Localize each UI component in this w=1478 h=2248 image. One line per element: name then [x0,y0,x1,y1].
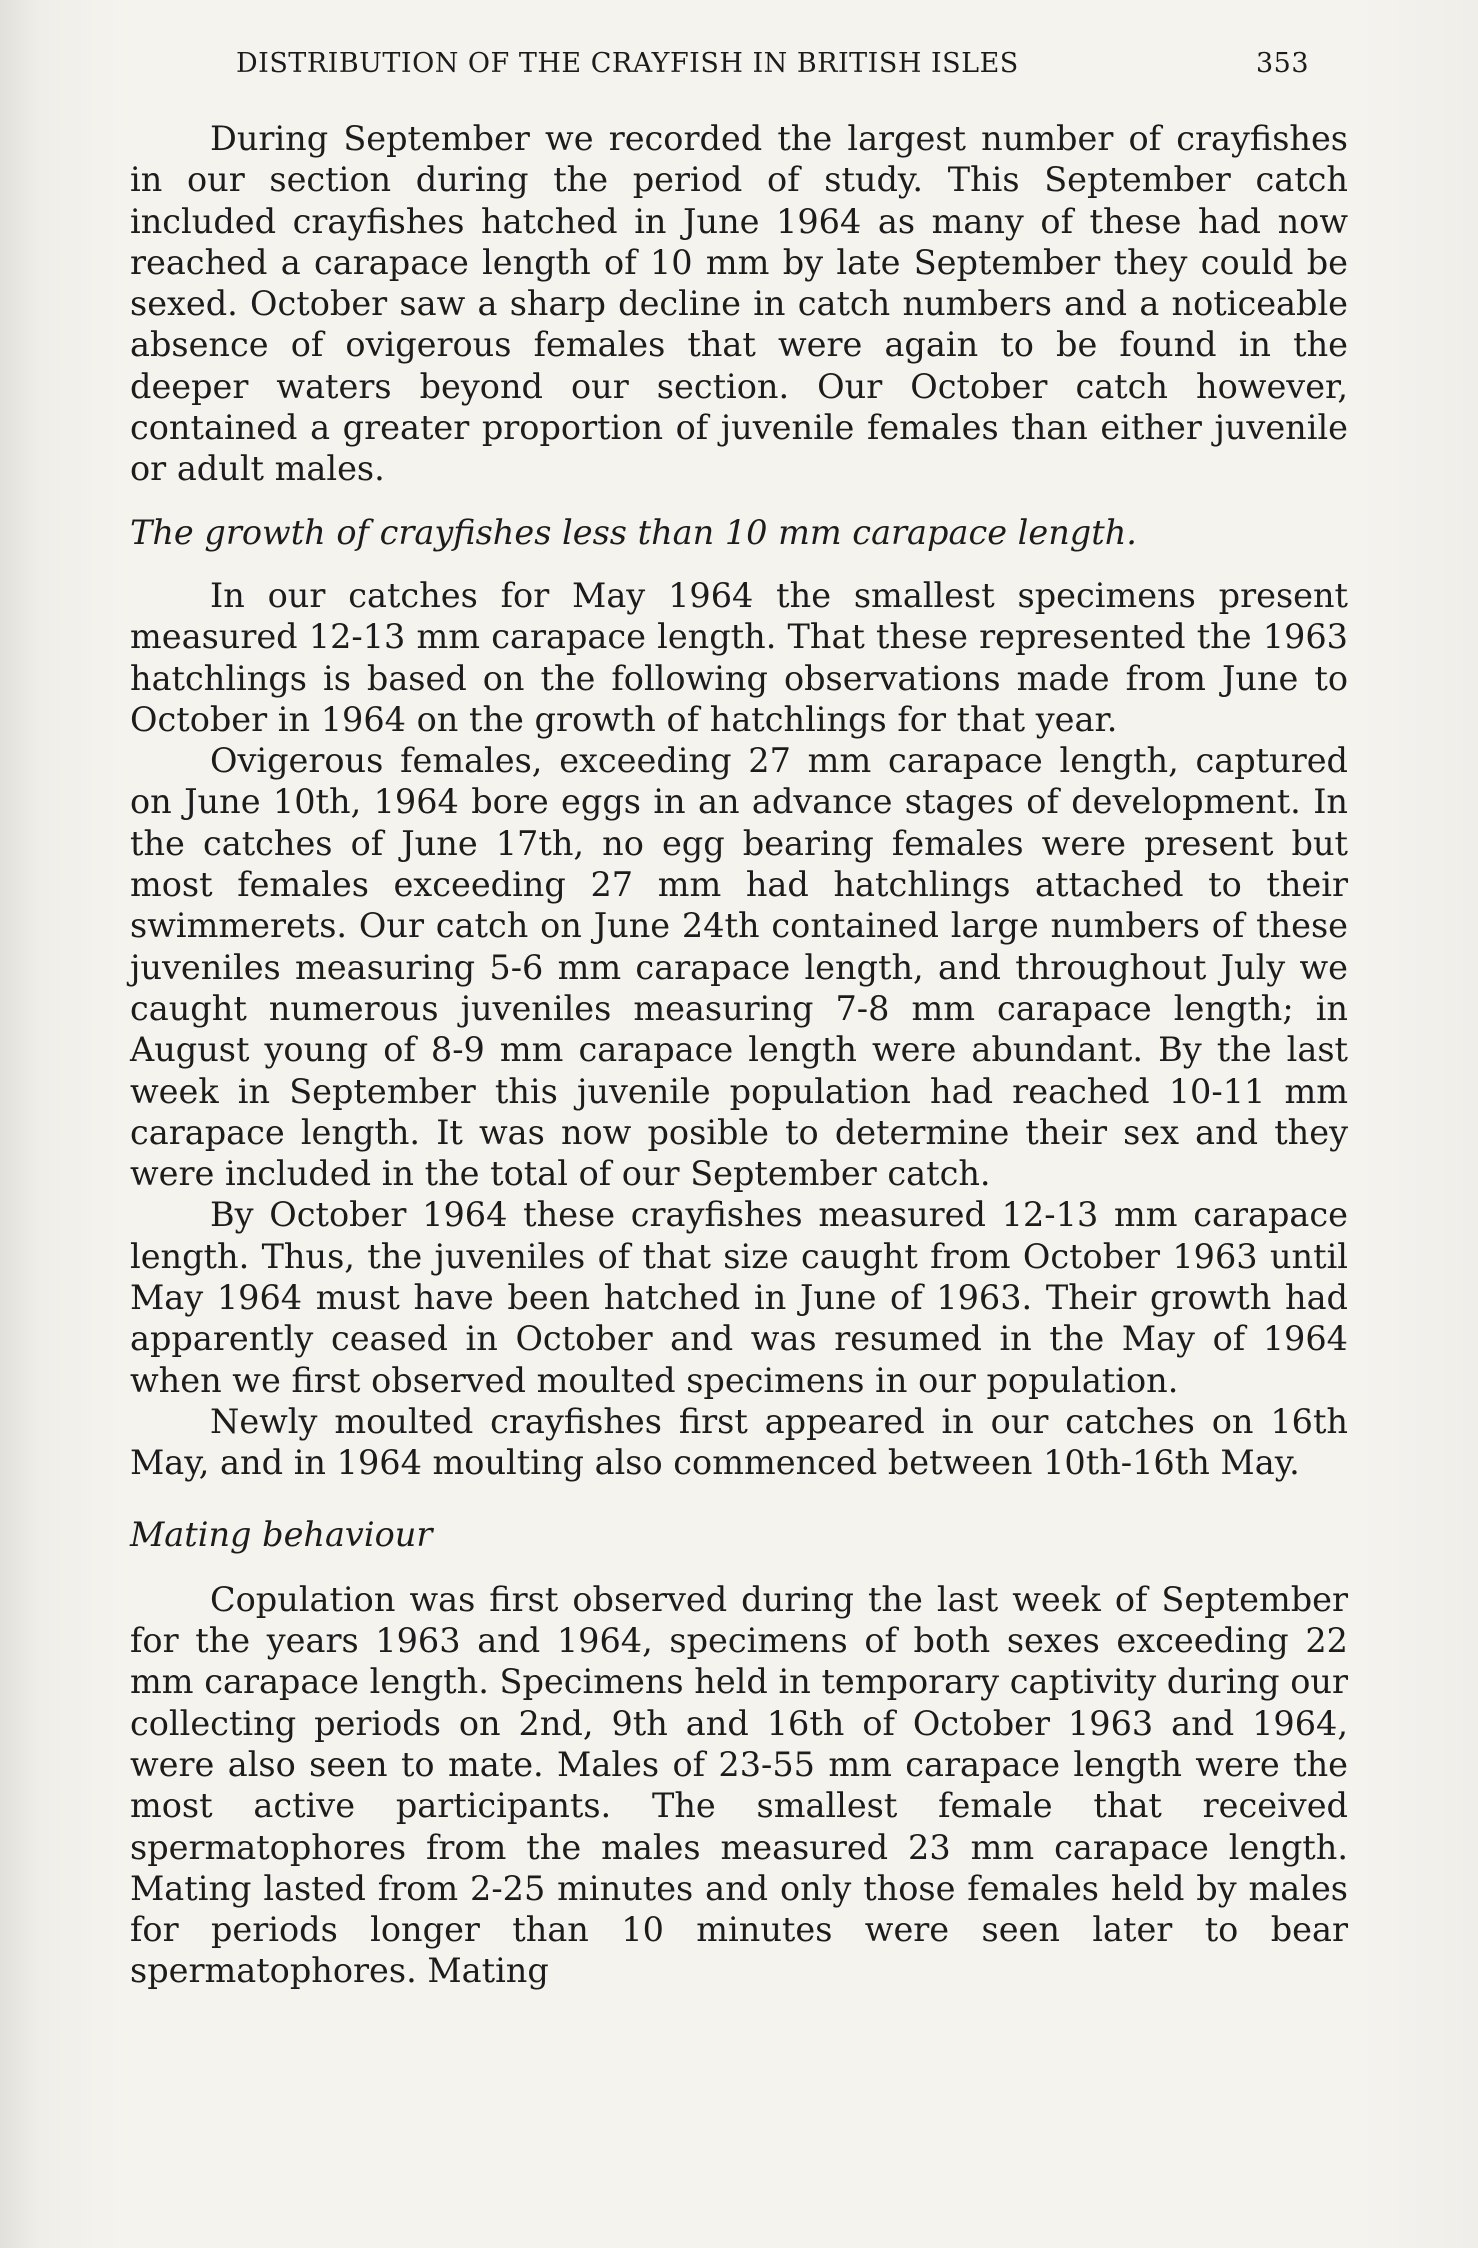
section-heading-growth: The growth of crayfishes less than 10 mm carapace length. [130,512,1137,552]
running-title: DISTRIBUTION OF THE CRAYFISH IN BRITISH ISLES [236,48,1019,79]
section-heading-mating: Mating behaviour [130,1514,433,1554]
paragraph-ovigerous-females: Ovigerous females, exceeding 27 mm carapace length, captured on June 10th, 1964 bore eggs in an advance stages of development. In the catches of June 17th, no egg bearing females were present but most females exceeding 27 mm had hatchlings attached to their swimmerets. Our catch on June 24th contained large numbers of these juveniles measuring 5-6 mm carapace length, and throughout July we caught numerous juveniles measuring 7-8 mm carapace length; in August young of 8-9 mm carapace length were abundant. By the last week in September this juvenile population had reached 10-11 mm carapace length. It was now posible to determine their sex and they were included in the total of our September catch. [130,741,1348,1194]
page-number: 353 [1256,48,1310,79]
paragraph-moulting: Newly moulted crayfishes first appeared in our catches on 16th May, and in 1964 moulting also commenced between 10th-16th May. [130,1401,1348,1483]
paragraph-copulation: Copulation was first observed during the last week of September for the years 1963 and 1964, specimens of both sexes exceeding 22 mm carapace length. Specimens held in temporary captivity during our collecting periods on 2nd, 9th and 16th of October 1963 and 1964, were also seen to mate. Males of 23-55 mm carapace length were the most active participants. The smallest female that received spermatophores from the males measured 23 mm carapace length. Mating lasted from 2-25 minutes and only those females held by males for periods longer than 10 minutes were seen later to bear spermatophores. Mating [130,1579,1348,1991]
running-head [0,48,1478,88]
paragraph-october-growth: By October 1964 these crayfishes measured 12-13 mm carapace length. Thus, the juveniles of that size caught from October 1963 until May 1964 must have been hatched in June of 1963. Their growth had apparently ceased in October and was resumed in the May of 1964 when we first observed moulted specimens in our population. [130,1195,1348,1400]
paragraph-september-catch: During September we recorded the largest number of crayfishes in our section during the period of study. This September catch included crayfishes hatched in June 1964 as many of these had now reached a carapace length of 10 mm by late September they could be sexed. October saw a sharp decline in catch numbers and a noticeable absence of ovigerous females that were again to be found in the deeper waters beyond our section. Our October catch however, contained a greater proportion of juvenile females than either juvenile or adult males. [130,119,1348,489]
body-text [130,118,1348,1992]
paragraph-may-catches: In our catches for May 1964 the smallest specimens present measured 12-13 mm carapace length. That these represented the 1963 hatchlings is based on the following observations made from June to October in 1964 on the growth of hatchlings for that year. [130,575,1348,739]
